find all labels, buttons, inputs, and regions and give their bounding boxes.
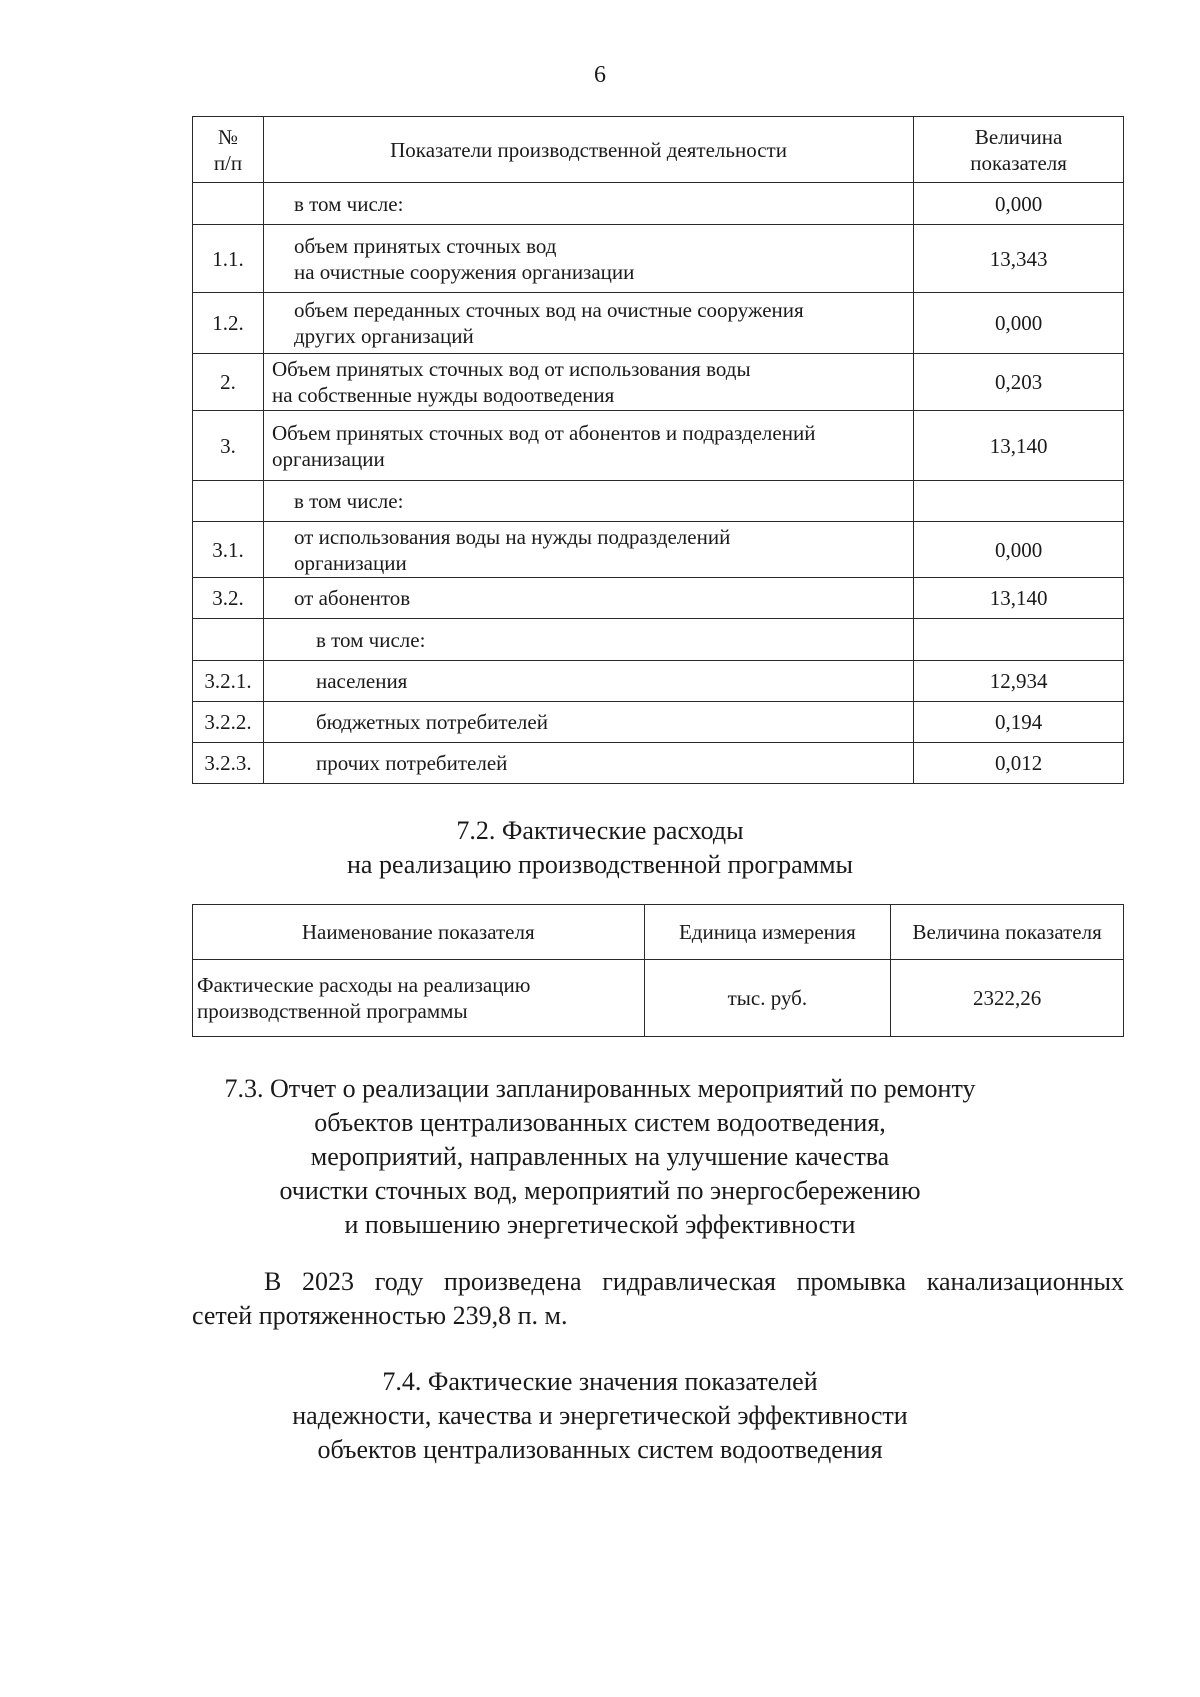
header-indicator-name: Наименование показателя [193, 905, 645, 960]
row-value: 0,000 [914, 293, 1124, 354]
header-value: Величина показателя [891, 905, 1124, 960]
row-indicator-line: от абонентов [293, 586, 411, 610]
row-indicator [263, 743, 913, 784]
row-value: 0,012 [914, 743, 1124, 784]
row-value [914, 619, 1124, 661]
page-number: 6 [594, 62, 606, 88]
row-indicator [263, 293, 913, 354]
table-row [193, 183, 1124, 225]
table-row [193, 960, 1124, 1037]
row-indicator [263, 578, 913, 619]
heading-line: надежности, качества и энергетической эффективности [292, 1401, 908, 1430]
row-number: 3.2.3. [193, 743, 264, 784]
heading-line: 7.2. Фактические расходы [456, 816, 744, 845]
table-row [193, 481, 1124, 522]
heading-line: 7.3. Отчет о реализации запланированных мероприятий по ремонту [224, 1074, 976, 1103]
row-value: 13,140 [914, 411, 1124, 481]
row-number [193, 183, 264, 225]
row-value: 0,000 [914, 522, 1124, 578]
paragraph-line: сетей протяженностью 239,8 п. м. [192, 1301, 568, 1330]
row-indicator-line: прочих потребителей [315, 751, 508, 775]
header-indicator-name: Показатели производственной деятельности [263, 117, 913, 183]
table-row [193, 661, 1124, 702]
row-number: 3. [193, 411, 264, 481]
heading-line: и повышению энергетической эффективности [344, 1210, 856, 1239]
row-number: 3.1. [193, 522, 264, 578]
header-unit: Единица измерения [644, 905, 891, 960]
row-indicator [263, 481, 913, 522]
row-indicator-line: объем переданных сточных вод на очистные сооружения [293, 298, 804, 322]
header-value-line: Величина [974, 124, 1063, 149]
row-indicator-line: Фактические расходы на реализацию [197, 973, 531, 997]
header-number-line: п/п [213, 150, 243, 175]
table-header-row [193, 905, 1124, 960]
row-indicator-line: населения [315, 669, 408, 693]
expenses-table [192, 904, 1124, 1037]
table-row [193, 743, 1124, 784]
row-indicator-line: объем принятых сточных вод [293, 233, 557, 258]
row-indicator-line: производственной программы [197, 999, 468, 1023]
heading-line: объектов централизованных систем водоотведения, [314, 1108, 886, 1137]
row-indicator-line: Объем принятых сточных вод от использования воды [271, 357, 751, 381]
section-7-2-heading [0, 814, 1200, 882]
row-indicator [193, 960, 645, 1037]
row-value: 0,203 [914, 354, 1124, 411]
row-number: 3.2.2. [193, 702, 264, 743]
row-number: 3.2.1. [193, 661, 264, 702]
row-value [914, 481, 1124, 522]
table-row [193, 578, 1124, 619]
row-indicator-line: на собственные нужды водоотведения [271, 383, 615, 407]
row-indicator-line: бюджетных потребителей [315, 710, 548, 734]
row-number: 1.1. [193, 225, 264, 293]
heading-line: на реализацию производственной программы [346, 850, 853, 879]
header-number [193, 117, 264, 183]
header-value-line: показателя [970, 150, 1067, 175]
row-indicator-line: в том числе: [293, 489, 404, 513]
row-value: 0,194 [914, 702, 1124, 743]
heading-line: 7.4. Фактические значения показателей [382, 1367, 818, 1396]
row-number [193, 619, 264, 661]
table-header-row [193, 117, 1124, 183]
section-7-3-heading [0, 1072, 1200, 1242]
table-row [193, 411, 1124, 481]
row-indicator [263, 411, 913, 481]
header-value [914, 117, 1124, 183]
row-number: 2. [193, 354, 264, 411]
row-indicator [263, 522, 913, 578]
table-row [193, 619, 1124, 661]
header-number-line: № [217, 124, 238, 149]
row-value: 0,000 [914, 183, 1124, 225]
heading-line: мероприятий, направленных на улучшение качества [310, 1142, 890, 1171]
row-unit: тыс. руб. [644, 960, 891, 1037]
row-number: 3.2. [193, 578, 264, 619]
section-7-3-paragraph [192, 1265, 1124, 1333]
row-number: 1.2. [193, 293, 264, 354]
table-row [193, 293, 1124, 354]
table-row [193, 354, 1124, 411]
section-7-4-heading [0, 1365, 1200, 1467]
row-indicator [263, 661, 913, 702]
row-indicator [263, 702, 913, 743]
row-indicator-line: организации [271, 446, 385, 471]
row-indicator [263, 619, 913, 661]
row-indicator-line: на очистные сооружения организации [293, 259, 635, 284]
table-row [193, 702, 1124, 743]
row-indicator-line: в том числе: [315, 627, 426, 652]
row-indicator-line: других организаций [293, 324, 474, 348]
row-indicator [263, 225, 913, 293]
row-indicator [263, 354, 913, 411]
heading-line: объектов централизованных систем водоотведения [317, 1435, 883, 1464]
production-indicators-table [192, 116, 1124, 784]
row-indicator-line: в том числе: [293, 191, 404, 216]
row-number [193, 481, 264, 522]
paragraph-line: В 2023 году произведена гидравлическая промывка канализационных [264, 1267, 1124, 1296]
row-value: 13,140 [914, 578, 1124, 619]
table-row [193, 522, 1124, 578]
row-value: 12,934 [914, 661, 1124, 702]
row-value: 2322,26 [891, 960, 1124, 1037]
table-row [193, 225, 1124, 293]
row-value: 13,343 [914, 225, 1124, 293]
row-indicator-line: Объем принятых сточных вод от абонентов и подразделений [271, 420, 816, 445]
row-indicator [263, 183, 913, 225]
row-indicator-line: от использования воды на нужды подразделений [293, 524, 731, 549]
heading-line: очистки сточных вод, мероприятий по энергосбережению [279, 1176, 921, 1205]
row-indicator-line: организации [293, 550, 407, 575]
